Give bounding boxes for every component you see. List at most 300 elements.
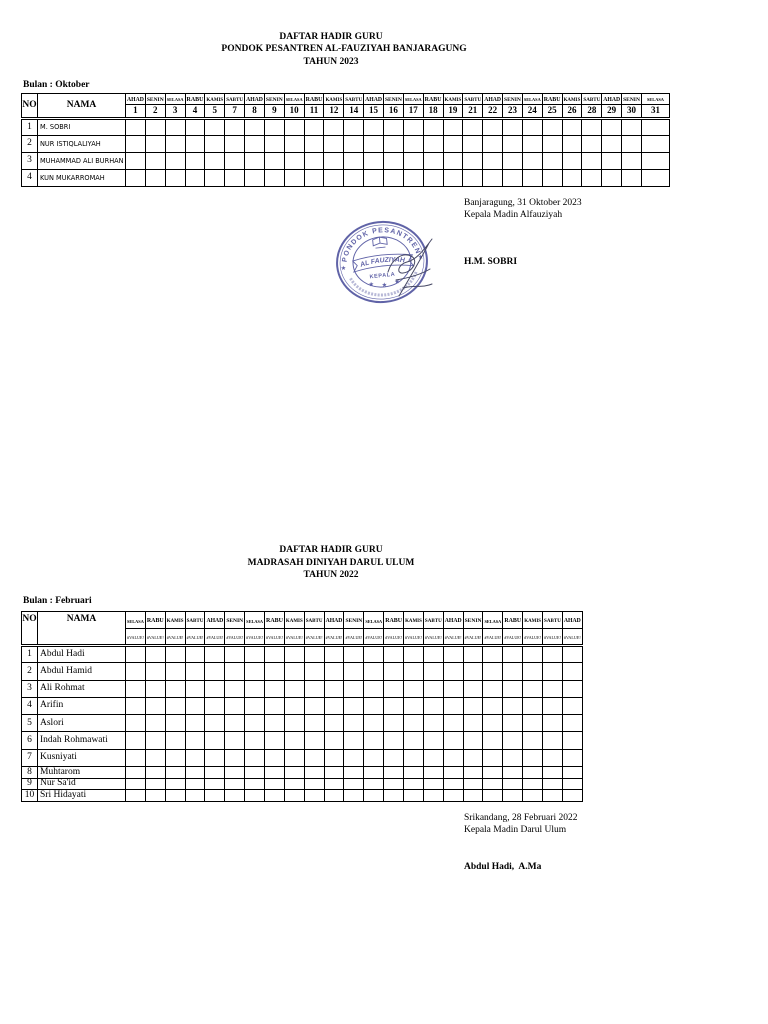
date-value: #VALUE! <box>266 635 283 640</box>
attendance-cell <box>404 697 424 714</box>
attendance-cell <box>523 767 543 779</box>
attendance-cell <box>284 732 304 749</box>
attendance-cell <box>165 663 185 680</box>
teacher-name: NUR ISTIQLALIYAH <box>38 135 126 152</box>
attendance-cell <box>364 118 384 135</box>
attendance-cell <box>443 118 463 135</box>
attendance-cell <box>483 680 503 697</box>
date-value: 31 <box>650 105 660 116</box>
date-value: #VALUE! <box>166 635 184 640</box>
attendance-cell <box>324 680 344 697</box>
day-header <box>304 612 324 629</box>
date-header <box>304 104 324 118</box>
date-value: 9 <box>272 105 277 116</box>
attendance-cell <box>225 135 245 152</box>
date-value: #VALUE! <box>325 635 343 640</box>
table-row <box>22 680 583 697</box>
table-row <box>22 790 583 802</box>
stamp-banner-text-path: AL FAUZIYAH <box>359 256 406 269</box>
attendance-cell <box>463 663 483 680</box>
attendance-cell <box>205 680 225 697</box>
day-header <box>364 612 384 629</box>
attendance-cell <box>543 715 563 732</box>
attendance-cell <box>483 715 503 732</box>
date-value: 15 <box>369 105 379 116</box>
attendance-cell <box>384 715 404 732</box>
attendance-cell <box>126 715 146 732</box>
day-header-row <box>22 612 583 629</box>
attendance-cell <box>165 135 185 152</box>
date-header <box>324 104 344 118</box>
day-name: AHAD <box>365 97 382 104</box>
column-header-no: NO <box>22 612 38 646</box>
attendance-cell <box>165 697 185 714</box>
attendance-cell <box>284 715 304 732</box>
attendance-cell <box>324 152 344 169</box>
date-value: #VALUE! <box>186 635 204 640</box>
attendance-table-oktober <box>21 93 670 187</box>
attendance-cell <box>364 697 384 714</box>
date-header <box>523 629 543 646</box>
month-label: Bulan : Oktober <box>23 80 90 90</box>
attendance-cell <box>344 118 364 135</box>
attendance-cell <box>423 663 443 680</box>
attendance-cell <box>185 118 205 135</box>
date-value: #VALUE! <box>504 635 522 640</box>
table-row <box>22 135 670 152</box>
attendance-cell <box>423 646 443 663</box>
attendance-cell <box>126 663 146 680</box>
day-name: AHAD <box>484 97 502 104</box>
attendance-cell <box>423 152 443 169</box>
attendance-cell <box>443 715 463 732</box>
attendance-cell <box>126 135 146 152</box>
attendance-cell <box>284 646 304 663</box>
attendance-cell <box>383 118 403 135</box>
document-title: DAFTAR HADIR GURU <box>279 32 383 42</box>
attendance-cell <box>145 663 165 680</box>
attendance-cell <box>145 646 165 663</box>
day-header <box>582 94 602 105</box>
day-name: AHAD <box>127 97 144 104</box>
teacher-name: Sri Hidayati <box>38 790 126 802</box>
date-value: 30 <box>627 105 637 116</box>
table-row <box>22 697 583 714</box>
day-header <box>503 94 523 105</box>
table-row <box>22 646 583 663</box>
day-header <box>344 612 364 629</box>
attendance-cell <box>542 152 562 169</box>
attendance-cell <box>205 697 225 714</box>
year-label: TAHUN 2023 <box>303 57 359 67</box>
attendance-cell <box>126 680 146 697</box>
date-value: 29 <box>607 105 617 116</box>
row-number: 10 <box>22 790 38 802</box>
attendance-cell <box>225 118 245 135</box>
date-value: 2 <box>153 105 158 116</box>
attendance-cell <box>284 118 304 135</box>
attendance-cell <box>483 778 503 790</box>
attendance-cell <box>463 715 483 732</box>
attendance-cell <box>523 680 543 697</box>
attendance-cell <box>562 767 582 779</box>
attendance-cell <box>404 790 424 802</box>
column-header-name: NAMA <box>38 612 126 646</box>
attendance-cell <box>145 732 165 749</box>
attendance-cell <box>483 767 503 779</box>
attendance-cell <box>423 749 443 766</box>
attendance-cell <box>483 732 503 749</box>
attendance-cell <box>364 680 384 697</box>
date-value: #VALUE! <box>345 635 363 640</box>
attendance-cell <box>344 663 364 680</box>
attendance-cell <box>185 749 205 766</box>
row-number: 4 <box>22 697 38 714</box>
date-value: 14 <box>349 105 359 116</box>
attendance-cell <box>443 680 463 697</box>
attendance-cell <box>284 697 304 714</box>
attendance-cell <box>225 778 245 790</box>
date-header <box>344 104 364 118</box>
attendance-cell <box>622 135 642 152</box>
table-header <box>22 612 583 646</box>
date-header <box>185 629 205 646</box>
day-header <box>443 612 463 629</box>
row-number: 7 <box>22 749 38 766</box>
attendance-cell <box>503 118 523 135</box>
attendance-cell <box>443 767 463 779</box>
attendance-cell <box>344 680 364 697</box>
date-header <box>165 104 185 118</box>
attendance-cell <box>463 749 483 766</box>
signature-name: Abdul Hadi, A.Ma <box>464 862 542 872</box>
date-header <box>641 104 669 118</box>
attendance-cell <box>284 767 304 779</box>
attendance-cell <box>304 732 324 749</box>
attendance-cell <box>145 778 165 790</box>
day-header <box>225 94 245 105</box>
date-header <box>463 629 483 646</box>
attendance-cell <box>503 778 523 790</box>
day-header <box>463 94 483 105</box>
date-header <box>145 104 165 118</box>
attendance-cell <box>622 169 642 186</box>
date-header <box>622 104 642 118</box>
attendance-cell <box>443 778 463 790</box>
row-number: 2 <box>22 135 38 152</box>
day-header <box>463 612 483 629</box>
attendance-cell <box>265 663 285 680</box>
date-value: 10 <box>289 105 299 116</box>
year-label: TAHUN 2022 <box>303 570 359 580</box>
date-header <box>126 104 146 118</box>
day-header <box>245 94 265 105</box>
day-name: SABTU <box>424 618 442 625</box>
attendance-cell <box>324 135 344 152</box>
attendance-cell <box>205 135 225 152</box>
attendance-cell <box>205 790 225 802</box>
day-name: AHAD <box>444 618 462 625</box>
attendance-cell <box>145 152 165 169</box>
day-name: RABU <box>385 618 403 625</box>
attendance-cell <box>304 697 324 714</box>
date-header <box>245 629 265 646</box>
day-name: SELASA <box>166 97 184 103</box>
attendance-cell <box>245 767 265 779</box>
attendance-cell <box>145 680 165 697</box>
attendance-cell <box>364 732 384 749</box>
date-header <box>284 104 304 118</box>
day-header <box>542 94 562 105</box>
attendance-cell <box>384 732 404 749</box>
attendance-cell <box>126 646 146 663</box>
signature-role: Kepala Madin Alfauziyah <box>464 210 563 220</box>
date-header <box>364 104 384 118</box>
date-header <box>542 104 562 118</box>
attendance-cell <box>344 715 364 732</box>
attendance-cell <box>443 646 463 663</box>
attendance-cell <box>384 767 404 779</box>
attendance-cell <box>562 778 582 790</box>
attendance-cell <box>403 118 423 135</box>
date-value: #VALUE! <box>444 635 462 640</box>
attendance-cell <box>284 749 304 766</box>
attendance-cell <box>284 169 304 186</box>
attendance-cell <box>483 135 503 152</box>
attendance-cell <box>245 646 265 663</box>
date-value: 23 <box>507 105 517 116</box>
teacher-name: MUHAMMAD ALI BURHAN <box>38 152 126 169</box>
attendance-cell <box>404 646 424 663</box>
attendance-cell <box>641 152 669 169</box>
date-header <box>245 104 265 118</box>
table-row <box>22 715 583 732</box>
day-name: SELASA <box>246 618 263 624</box>
date-header <box>383 104 403 118</box>
day-name: KAMIS <box>563 98 581 103</box>
attendance-cell <box>265 680 285 697</box>
day-name: SELASA <box>484 618 502 624</box>
attendance-cell <box>265 749 285 766</box>
attendance-cell <box>284 778 304 790</box>
day-name: RABU <box>543 97 561 104</box>
day-name: KAMIS <box>444 98 462 103</box>
attendance-cell <box>185 152 205 169</box>
day-name: RABU <box>266 618 283 625</box>
attendance-cell <box>523 715 543 732</box>
attendance-cell <box>562 118 582 135</box>
attendance-cell <box>423 732 443 749</box>
date-value: 22 <box>488 105 498 116</box>
attendance-cell <box>324 697 344 714</box>
date-value: 5 <box>212 105 218 116</box>
attendance-cell <box>304 152 324 169</box>
attendance-cell <box>165 790 185 802</box>
day-header <box>145 612 165 629</box>
attendance-cell <box>225 152 245 169</box>
day-header <box>403 94 423 105</box>
attendance-cell <box>165 152 185 169</box>
date-header <box>463 104 483 118</box>
day-name: SABTU <box>226 97 244 104</box>
date-header <box>324 629 344 646</box>
attendance-cell <box>463 767 483 779</box>
attendance-cell <box>344 697 364 714</box>
day-name: SENIN <box>226 618 244 625</box>
attendance-cell <box>403 135 423 152</box>
attendance-cell <box>403 169 423 186</box>
attendance-cell <box>364 135 384 152</box>
attendance-cell <box>324 118 344 135</box>
date-header <box>562 629 582 646</box>
attendance-cell <box>562 152 582 169</box>
date-value: #VALUE! <box>405 635 422 640</box>
day-name: AHAD <box>246 97 263 104</box>
attendance-cell <box>463 778 483 790</box>
attendance-cell <box>582 118 602 135</box>
table-body <box>22 118 670 186</box>
attendance-cell <box>265 715 285 732</box>
date-value: #VALUE! <box>464 635 482 640</box>
attendance-cell <box>185 663 205 680</box>
day-name: SENIN <box>345 618 363 625</box>
attendance-cell <box>324 169 344 186</box>
day-name: SENIN <box>384 97 402 104</box>
attendance-cell <box>245 732 265 749</box>
stamp-center-text: KEPALA <box>369 271 396 281</box>
signature-name: H.M. SOBRI <box>464 257 518 267</box>
attendance-cell <box>165 778 185 790</box>
day-header <box>284 612 304 629</box>
date-value: 1 <box>133 105 138 116</box>
attendance-cell <box>364 790 384 802</box>
attendance-cell <box>641 118 669 135</box>
day-name: SABTU <box>345 97 363 104</box>
table-row <box>22 732 583 749</box>
attendance-cell <box>324 732 344 749</box>
attendance-cell <box>503 749 523 766</box>
teacher-name: Indah Rohmawati <box>38 732 126 749</box>
attendance-cell <box>205 646 225 663</box>
attendance-cell <box>364 749 384 766</box>
attendance-cell <box>264 152 284 169</box>
day-name: AHAD <box>206 618 224 625</box>
attendance-cell <box>324 663 344 680</box>
day-header <box>383 94 403 105</box>
attendance-cell <box>562 169 582 186</box>
attendance-cell <box>145 118 165 135</box>
attendance-cell <box>562 732 582 749</box>
attendance-cell <box>384 646 404 663</box>
attendance-cell <box>423 778 443 790</box>
attendance-cell <box>145 790 165 802</box>
day-name: SABTU <box>186 618 204 625</box>
day-name: KAMIS <box>405 619 422 625</box>
attendance-cell <box>126 697 146 714</box>
attendance-cell <box>324 767 344 779</box>
attendance-cell <box>423 715 443 732</box>
date-header <box>364 629 384 646</box>
attendance-cell <box>543 790 563 802</box>
column-header-name: NAMA <box>38 94 126 119</box>
attendance-cell <box>364 646 384 663</box>
day-header <box>165 94 185 105</box>
stamp-ring-text-path: PONDOK PESANTREN <box>341 227 422 263</box>
date-value: #VALUE! <box>305 635 323 640</box>
day-header <box>304 94 324 105</box>
row-number: 9 <box>22 778 38 790</box>
day-header <box>205 94 225 105</box>
attendance-cell <box>384 778 404 790</box>
day-header <box>264 94 284 105</box>
attendance-cell <box>602 135 622 152</box>
attendance-cell <box>463 135 483 152</box>
day-header <box>245 612 265 629</box>
attendance-cell <box>205 732 225 749</box>
attendance-cell <box>443 790 463 802</box>
day-name: SELASA <box>127 618 144 624</box>
attendance-cell <box>245 118 265 135</box>
date-value: #VALUE! <box>563 635 581 640</box>
attendance-cell <box>344 767 364 779</box>
attendance-cell <box>185 790 205 802</box>
row-number: 2 <box>22 663 38 680</box>
date-value: 18 <box>428 105 438 116</box>
attendance-cell <box>562 715 582 732</box>
day-name: KAMIS <box>166 619 184 625</box>
attendance-cell <box>145 169 165 186</box>
day-header <box>503 612 523 629</box>
attendance-cell <box>304 715 324 732</box>
date-value: 25 <box>547 105 557 116</box>
date-header <box>602 104 622 118</box>
attendance-cell <box>265 767 285 779</box>
date-header <box>404 629 424 646</box>
table-row <box>22 778 583 790</box>
official-stamp <box>328 212 438 312</box>
attendance-cell <box>284 663 304 680</box>
attendance-cell <box>503 697 523 714</box>
attendance-cell <box>503 767 523 779</box>
attendance-cell <box>225 715 245 732</box>
row-number: 1 <box>22 118 38 135</box>
attendance-cell <box>404 749 424 766</box>
date-header <box>483 104 503 118</box>
attendance-cell <box>423 135 443 152</box>
day-header <box>225 612 245 629</box>
attendance-cell <box>145 697 165 714</box>
day-header <box>145 94 165 105</box>
attendance-cell <box>185 169 205 186</box>
attendance-cell <box>503 646 523 663</box>
attendance-cell <box>562 135 582 152</box>
day-name: SENIN <box>464 618 482 625</box>
date-value: #VALUE! <box>484 635 502 640</box>
attendance-cell <box>542 118 562 135</box>
attendance-cell <box>384 663 404 680</box>
date-value: #VALUE! <box>385 635 403 640</box>
day-header <box>522 94 542 105</box>
attendance-cell <box>344 152 364 169</box>
date-value: #VALUE! <box>544 635 561 640</box>
day-name: KAMIS <box>285 619 303 625</box>
date-header <box>185 104 205 118</box>
table-row <box>22 749 583 766</box>
attendance-cell <box>542 135 562 152</box>
teacher-name: Abdul Hadi <box>38 646 126 663</box>
attendance-cell <box>225 697 245 714</box>
attendance-cell <box>503 663 523 680</box>
